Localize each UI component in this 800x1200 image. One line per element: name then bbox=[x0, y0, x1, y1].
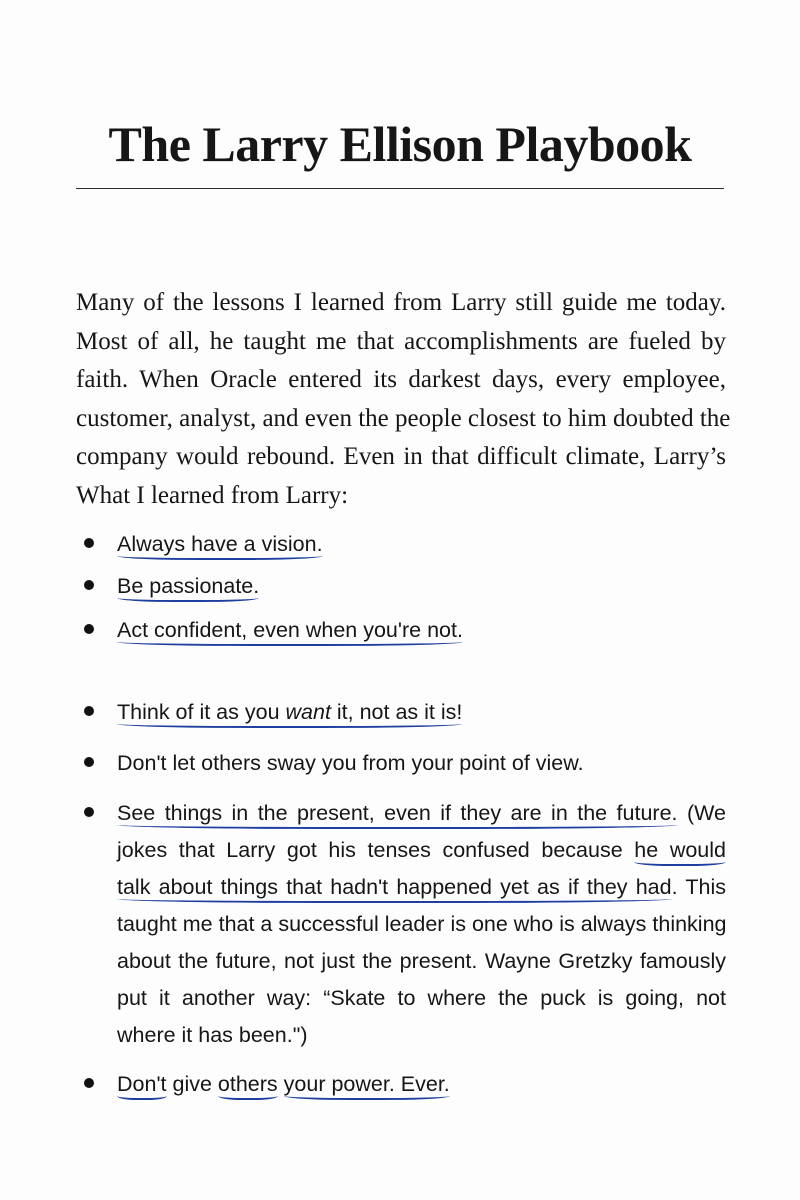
lesson-text: Don't let others sway you from your point of view. bbox=[117, 751, 584, 775]
bullet-icon bbox=[84, 580, 94, 590]
bullet-icon bbox=[84, 807, 94, 817]
page-title: The Larry Ellison Playbook bbox=[108, 116, 692, 172]
lesson-text: Don't give others your power. Ever. bbox=[117, 1066, 726, 1103]
lesson-text: Think of it as you want it, not as it is! bbox=[117, 700, 462, 728]
bullet-icon bbox=[84, 706, 94, 716]
intro-line: faith. When Oracle entered its darkest days, every employee, bbox=[76, 366, 726, 393]
bullet-icon bbox=[84, 1078, 94, 1088]
bullet-icon bbox=[84, 624, 94, 634]
bullet-icon bbox=[84, 757, 94, 767]
bullet-icon bbox=[84, 538, 94, 548]
intro-line: Most of all, he taught me that accomplishments are fueled by bbox=[76, 327, 726, 355]
intro-line: What I learned from Larry: bbox=[76, 481, 349, 509]
book-page: The Larry Ellison Playbook Many of the lessons I learned from Larry still guide me today. Most of all, he taught me that accomplishments are fueled by faith. When Oracle entered its darkest days, every employee, customer, analyst, and even the people closest to him doubted the company would rebound. Even in that difficult climate, Larry’s What I learned from Larry: Always have a vision. Be passionate. Act confident, even when you're not. Think of it as you want it, not as it is! Don't let others sway you from your point of view. See things in the present, even if they are in the future. (We jokes that Larry got his tenses confused because he would talk about things that hadn't happened yet as if they had. This taught me that a successful leader is one who is always thinking about the future, not just the present. Wayne Gretzky famously put it another way: “Skate to where the puck is going, not where it has been.") Don't give others your power. Ever. bbox=[0, 0, 800, 1200]
lesson-text: Act confident, even when you're not. bbox=[117, 618, 463, 646]
intro-line: customer, analyst, and even the people closest to him doubted the bbox=[76, 404, 731, 432]
intro-line: company would rebound. Even in that difficult climate, Larry’s bbox=[76, 443, 726, 470]
lesson-text: Always have a vision. bbox=[117, 532, 323, 560]
lesson-text: Be passionate. bbox=[117, 574, 259, 602]
intro-line: Many of the lessons I learned from Larry still guide me today. bbox=[76, 289, 726, 316]
intro-paragraph bbox=[76, 284, 731, 515]
lesson-text: See things in the present, even if they are in the future. bbox=[117, 801, 678, 829]
title-divider bbox=[76, 188, 724, 189]
